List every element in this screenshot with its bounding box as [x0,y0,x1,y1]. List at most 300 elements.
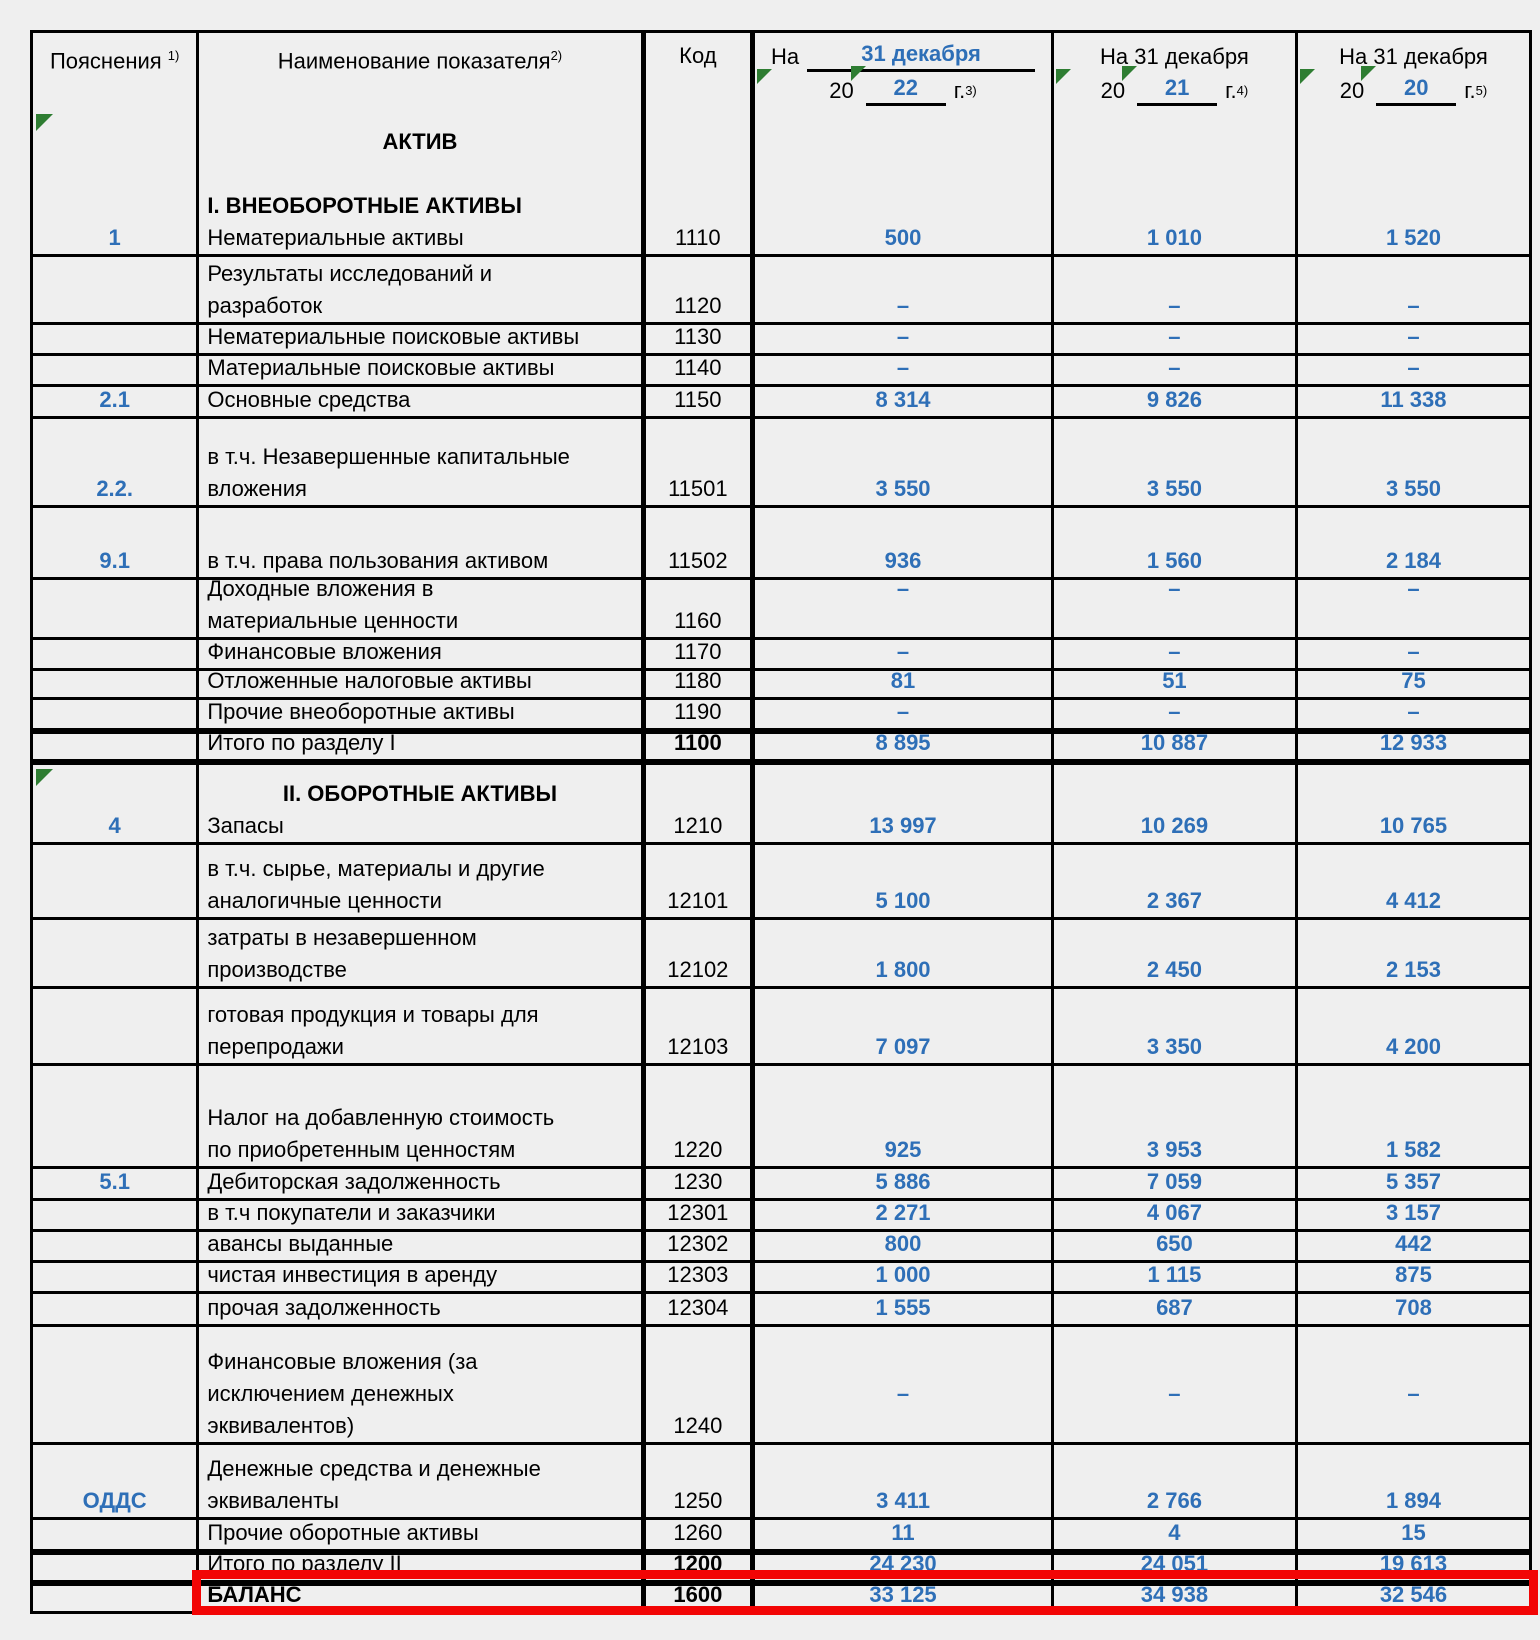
table-row [33,1063,1529,1166]
indicator-name-cell[interactable] [199,1520,640,1549]
flag-icon [851,66,866,81]
row-value: – [1168,293,1181,318]
indicator-name-line: Результаты исследований и [207,261,493,286]
code-cell[interactable] [641,640,756,668]
year-header-cell-2022[interactable] [755,33,1054,110]
value-cell-2021[interactable] [1054,671,1298,697]
row-code: 1110 [674,225,721,250]
value-cell-2020[interactable] [1298,1201,1529,1229]
row-value: 11 338 [1380,387,1447,412]
explanations-header-cell[interactable] [33,33,199,110]
row-value: 442 [1395,1232,1432,1256]
row-value: – [1168,1381,1181,1406]
indicator-name-line: производстве [207,957,347,982]
year-header-year-line: 20 20 г. 5) [1298,72,1529,106]
indicator-name-cell[interactable] [199,765,640,842]
row-value: 5 357 [1385,1169,1441,1194]
row-code: 12102 [667,957,729,982]
table-row [33,254,1529,322]
value-cell-2020[interactable] [1298,1294,1529,1324]
indicator-name-cell[interactable] [199,1294,640,1324]
value-cell-2021[interactable] [1054,700,1298,728]
value-cell-2020[interactable] [1298,580,1529,637]
row-value: 708 [1395,1295,1432,1320]
value-cell-2021[interactable] [1054,356,1298,384]
row-value: – [1407,1381,1420,1406]
row-value: – [896,325,910,349]
code-cell[interactable] [641,1294,756,1324]
value-cell-2020[interactable] [1298,671,1529,697]
code-cell[interactable] [641,845,756,917]
value-cell-2021[interactable] [1054,1327,1298,1442]
code-cell[interactable] [641,671,756,697]
value-cell-2022[interactable] [755,508,1054,577]
row-value: – [1168,640,1181,664]
row-code: 1240 [673,1413,723,1438]
value-cell-2020[interactable] [1298,257,1529,322]
explanation-cell[interactable] [33,1263,199,1291]
explanation-cell[interactable] [33,110,199,254]
indicator-name-line: Отложенные налоговые активы [207,671,532,693]
row-value: 7 097 [875,1034,931,1059]
value-cell-2021[interactable] [1054,920,1298,986]
row-value: 3 157 [1385,1201,1441,1225]
indicator-name-line: исключением денежных [207,1381,454,1406]
row-value: 4 200 [1385,1034,1441,1059]
spacer-line [1054,1410,1295,1442]
flag-icon [1300,69,1315,84]
explanation-cell[interactable] [33,257,199,322]
value-cell-2020[interactable] [1298,845,1529,917]
explanation-cell[interactable] [33,580,199,637]
table-row [33,1442,1529,1517]
row-value: 4 [1168,1520,1181,1545]
value-cell-2020[interactable] [1298,419,1529,505]
value-cell-2022[interactable] [755,734,1054,759]
value-cell-2022[interactable] [755,1294,1054,1324]
explanation-cell[interactable] [33,845,199,917]
indicator-name-cell[interactable] [199,1169,640,1198]
value-cell-2020[interactable] [1298,1555,1529,1580]
value-cell-2022[interactable] [755,325,1054,353]
value-cell-2021[interactable] [1054,110,1298,254]
table-row [33,577,1529,637]
row-value: – [1407,293,1420,318]
code-cell[interactable] [641,989,756,1063]
row-code: 1130 [674,325,722,349]
row-value: 7 059 [1146,1169,1202,1194]
explanation-cell[interactable] [33,640,199,668]
code-cell[interactable] [641,387,756,416]
row-value: 19 613 [1379,1555,1448,1576]
year-header-date-line: На 31 декабря [1339,44,1488,69]
value-cell-2020[interactable] [1298,700,1529,728]
year-header-cell-2021[interactable] [1054,33,1298,110]
indicator-name-line: II. ОБОРОТНЫЕ АКТИВЫ [282,781,558,806]
value-cell-2021[interactable] [1054,1169,1298,1198]
value-cell-2022[interactable] [755,765,1054,842]
indicator-name-cell[interactable] [199,387,640,416]
row-code: 1220 [673,1137,723,1162]
code-cell[interactable] [641,1327,756,1442]
row-value: 800 [884,1232,922,1256]
row-code: 1170 [674,640,722,664]
value-cell-2020[interactable] [1298,1445,1529,1517]
row-code: 1260 [673,1520,723,1545]
row-value: – [896,1381,910,1406]
explanation-text: ОДДС [82,1488,147,1513]
value-cell-2022[interactable] [755,257,1054,322]
value-cell-2020[interactable] [1298,989,1529,1063]
indicator-name-cell[interactable] [199,257,640,322]
code-cell[interactable] [641,110,756,254]
spacer-line [755,1410,1051,1442]
code-cell[interactable] [641,765,756,842]
indicator-name-cell[interactable] [199,1066,640,1166]
value-cell-2020[interactable] [1298,325,1529,353]
code-cell[interactable] [641,700,756,728]
value-cell-2020[interactable] [1298,1232,1529,1260]
indicator-name-line: авансы выданные [207,1232,394,1256]
indicator-name-cell[interactable] [199,580,640,637]
year-header-year-line: 20 21 г. 4) [1054,72,1295,106]
row-code: 12301 [667,1201,729,1225]
explanation-cell[interactable] [33,325,199,353]
indicator-name-line: Нематериальные активы [207,225,464,250]
indicator-name-line: в т.ч. Незавершенные капитальные [207,444,570,469]
year-header-cell-2020[interactable] [1298,33,1529,110]
indicator-name-cell[interactable] [199,700,640,728]
explanation-cell[interactable] [33,419,199,505]
code-cell[interactable] [641,1169,756,1198]
table-row [33,728,1529,759]
value-cell-2021[interactable] [1054,845,1298,917]
value-cell-2020[interactable] [1298,356,1529,384]
value-cell-2022[interactable] [755,671,1054,697]
indicator-name-cell[interactable] [199,1555,640,1580]
row-value: 1 894 [1385,1488,1441,1513]
value-cell-2021[interactable] [1054,1201,1298,1229]
explanations-header-label: Пояснения $^{1)}$ [49,48,180,74]
value-cell-2021[interactable] [1054,419,1298,505]
code-header-cell[interactable] [641,33,756,110]
indicator-name-cell[interactable] [199,920,640,986]
explanation-text: 5.1 [99,1169,130,1194]
value-cell-2021[interactable] [1054,734,1298,759]
code-cell[interactable] [641,419,756,505]
row-value: – [1407,640,1420,664]
explanation-cell[interactable] [33,1169,199,1198]
indicator-name-line: Итого по разделу I [207,734,396,755]
value-cell-2022[interactable] [755,1586,1054,1611]
row-value: 81 [890,671,916,693]
indicator-name-line: по приобретенным ценностям [207,1137,516,1162]
indicator-name-line: Доходные вложения в [207,580,434,601]
year-underline: 22 [866,73,946,106]
row-code: 12302 [667,1232,729,1256]
code-cell[interactable] [641,1232,756,1260]
code-cell[interactable] [641,1520,756,1549]
indicator-name-cell[interactable] [199,1445,640,1517]
table-row [33,1229,1529,1260]
value-cell-2022[interactable] [755,845,1054,917]
indicator-name-cell[interactable] [199,1263,640,1291]
year-underline: 21 [1137,73,1217,106]
value-cell-2022[interactable] [755,419,1054,505]
row-value: 24 051 [1140,1555,1209,1576]
value-cell-2022[interactable] [755,387,1054,416]
value-cell-2021[interactable] [1054,580,1298,637]
spacer-line [1298,605,1529,637]
value-cell-2022[interactable] [755,1201,1054,1229]
indicator-name-cell[interactable] [199,1201,640,1229]
value-cell-2020[interactable] [1298,508,1529,577]
row-code: 12303 [667,1263,729,1287]
indicator-name-cell[interactable] [199,671,640,697]
row-code: 1600 [673,1586,723,1607]
row-value: 10 269 [1140,813,1209,838]
value-cell-2021[interactable] [1054,1555,1298,1580]
table-row [33,1291,1529,1324]
code-cell[interactable] [641,1201,756,1229]
indicator-name-line: Итого по разделу II [207,1555,402,1576]
row-value: 13 997 [869,813,937,838]
row-value: 3 550 [1385,476,1441,501]
table-row [33,505,1529,577]
explanation-cell[interactable] [33,387,199,416]
code-cell[interactable] [641,1445,756,1517]
indicator-name-cell[interactable] [199,110,640,254]
value-cell-2022[interactable] [755,1263,1054,1291]
value-cell-2022[interactable] [755,1066,1054,1166]
indicator-name-header-cell[interactable] [199,33,640,110]
explanation-cell[interactable] [33,356,199,384]
row-value: 3 550 [1146,476,1202,501]
row-code: 11502 [668,548,728,573]
table-row [33,842,1529,917]
table-row [33,110,1529,254]
indicator-name-line: Дебиторская задолженность [207,1169,501,1194]
row-value: 12 933 [1379,734,1448,755]
value-cell-2021[interactable] [1054,1586,1298,1611]
indicator-name-line: материальные ценности [207,608,459,633]
value-cell-2021[interactable] [1054,1232,1298,1260]
value-cell-2022[interactable] [755,1327,1054,1442]
table-row [33,1260,1529,1291]
row-value: 875 [1395,1263,1432,1287]
code-cell[interactable] [641,1586,756,1611]
value-cell-2020[interactable] [1298,640,1529,668]
code-cell[interactable] [641,257,756,322]
value-cell-2021[interactable] [1054,765,1298,842]
row-value: 2 153 [1385,957,1441,982]
row-value: – [1168,700,1181,724]
value-cell-2022[interactable] [755,580,1054,637]
value-cell-2021[interactable] [1054,640,1298,668]
explanation-cell[interactable] [33,920,199,986]
row-value: 8 314 [875,387,931,412]
row-value: – [896,640,910,664]
code-cell[interactable] [641,1066,756,1166]
table-row [33,986,1529,1063]
row-code: 12304 [667,1295,729,1320]
row-value: – [1168,325,1181,349]
code-cell[interactable] [641,580,756,637]
code-cell[interactable] [641,1263,756,1291]
row-value: 650 [1156,1232,1193,1256]
code-cell[interactable] [641,356,756,384]
year-header-date-line: На 31 декабря [755,39,1051,72]
code-cell[interactable] [641,508,756,577]
indicator-name-line: Прочие внеоборотные активы [207,700,515,724]
value-cell-2021[interactable] [1054,325,1298,353]
value-cell-2020[interactable] [1298,920,1529,986]
value-cell-2022[interactable] [755,110,1054,254]
table-row [33,1549,1529,1580]
value-cell-2022[interactable] [755,1445,1054,1517]
year-underline: 20 [1376,73,1456,106]
row-value: 1 800 [875,957,931,982]
row-value: 2 367 [1146,888,1202,913]
explanation-cell[interactable] [33,734,199,759]
value-cell-2022[interactable] [755,1520,1054,1549]
indicator-name-line: АКТИВ [382,129,458,154]
indicator-name-cell[interactable] [199,845,640,917]
explanation-cell[interactable] [33,508,199,577]
row-code: 12103 [667,1034,729,1059]
explanation-cell[interactable] [33,1294,199,1324]
value-cell-2022[interactable] [755,700,1054,728]
row-value: 32 546 [1379,1586,1448,1607]
value-cell-2020[interactable] [1298,765,1529,842]
value-cell-2021[interactable] [1054,257,1298,322]
indicator-name-cell[interactable] [199,1232,640,1260]
indicator-name-line: эквивалентов) [207,1413,355,1438]
value-cell-2021[interactable] [1054,1445,1298,1517]
indicator-name-cell[interactable] [199,356,640,384]
indicator-name-line: Нематериальные поисковые активы [207,325,580,349]
row-code: 12101 [667,888,729,913]
row-value: – [896,580,910,601]
row-code: 1140 [674,356,722,380]
table-row [33,322,1529,353]
explanation-cell[interactable] [33,1327,199,1442]
value-cell-2022[interactable] [755,989,1054,1063]
value-cell-2020[interactable] [1298,110,1529,254]
code-cell[interactable] [641,1555,756,1580]
explanation-cell[interactable] [33,1520,199,1549]
indicator-name-line: готовая продукция и товары для [207,1002,539,1027]
value-cell-2021[interactable] [1054,1263,1298,1291]
indicator-name-line: Прочие оборотные активы [207,1520,479,1545]
explanation-cell[interactable] [33,1445,199,1517]
explanation-cell[interactable] [33,1586,199,1611]
explanation-cell[interactable] [33,989,199,1063]
explanation-cell[interactable] [33,671,199,697]
spacer-line [1298,1410,1529,1442]
value-cell-2022[interactable] [755,1555,1054,1580]
row-value: 1 520 [1385,225,1441,250]
value-cell-2022[interactable] [755,1232,1054,1260]
row-value: 11 [891,1520,915,1545]
value-cell-2020[interactable] [1298,1586,1529,1611]
indicator-name-cell[interactable] [199,325,640,353]
explanation-text: 4 [108,813,121,838]
explanation-cell[interactable] [33,765,199,842]
value-cell-2022[interactable] [755,356,1054,384]
flag-icon [36,769,53,786]
row-value: 10 765 [1379,813,1448,838]
flag-icon [1122,66,1137,81]
explanation-cell[interactable] [33,1201,199,1229]
row-value: 2 184 [1385,548,1441,573]
indicator-name-line: БАЛАНС [207,1586,302,1607]
explanation-cell[interactable] [33,700,199,728]
explanation-cell[interactable] [33,1232,199,1260]
header-row [33,33,1529,110]
explanation-cell[interactable] [33,1066,199,1166]
value-cell-2021[interactable] [1054,1066,1298,1166]
indicator-name-cell[interactable] [199,640,640,668]
value-cell-2022[interactable] [755,920,1054,986]
code-cell[interactable] [641,325,756,353]
value-cell-2020[interactable] [1298,1520,1529,1549]
year-header-date-line: На 31 декабря [1100,44,1249,69]
row-value: 1 582 [1385,1137,1441,1162]
value-cell-2022[interactable] [755,1169,1054,1198]
explanation-text: 2.1 [99,387,130,412]
value-cell-2021[interactable] [1054,989,1298,1063]
indicator-name-line: прочая задолженность [207,1295,441,1320]
value-cell-2022[interactable] [755,640,1054,668]
indicator-name-cell[interactable] [199,1327,640,1442]
indicator-name-cell[interactable] [199,989,640,1063]
code-cell[interactable] [641,920,756,986]
row-value: 10 887 [1140,734,1209,755]
value-cell-2021[interactable] [1054,387,1298,416]
table-row [33,759,1529,842]
indicator-name-line: аналогичные ценности [207,888,442,913]
value-cell-2020[interactable] [1298,734,1529,759]
value-cell-2020[interactable] [1298,387,1529,416]
row-value: 33 125 [869,1586,937,1607]
row-value: – [896,356,910,380]
value-cell-2020[interactable] [1298,1066,1529,1166]
row-value: 2 271 [875,1201,931,1225]
value-cell-2021[interactable] [1054,1294,1298,1324]
indicator-name-line: в т.ч. сырье, материалы и другие [207,856,545,881]
indicator-name-line: Финансовые вложения [207,640,442,664]
spacer-line [1054,605,1295,637]
explanation-text: 9.1 [99,548,130,573]
row-value: 1 560 [1146,548,1202,573]
indicator-name-cell[interactable] [199,508,640,577]
value-cell-2021[interactable] [1054,1520,1298,1549]
value-cell-2020[interactable] [1298,1263,1529,1291]
indicator-name-line: затраты в незавершенном [207,925,477,950]
indicator-name-line: Запасы [207,813,284,838]
indicator-name-cell[interactable] [199,419,640,505]
indicator-name-cell[interactable] [199,734,640,759]
row-value: 3 953 [1146,1137,1202,1162]
explanation-cell[interactable] [33,1555,199,1580]
indicator-name-line: эквиваленты [207,1488,339,1513]
indicator-name-cell[interactable] [199,1586,640,1611]
value-cell-2020[interactable] [1298,1169,1529,1198]
value-cell-2021[interactable] [1054,508,1298,577]
value-cell-2020[interactable] [1298,1327,1529,1442]
code-cell[interactable] [641,734,756,759]
